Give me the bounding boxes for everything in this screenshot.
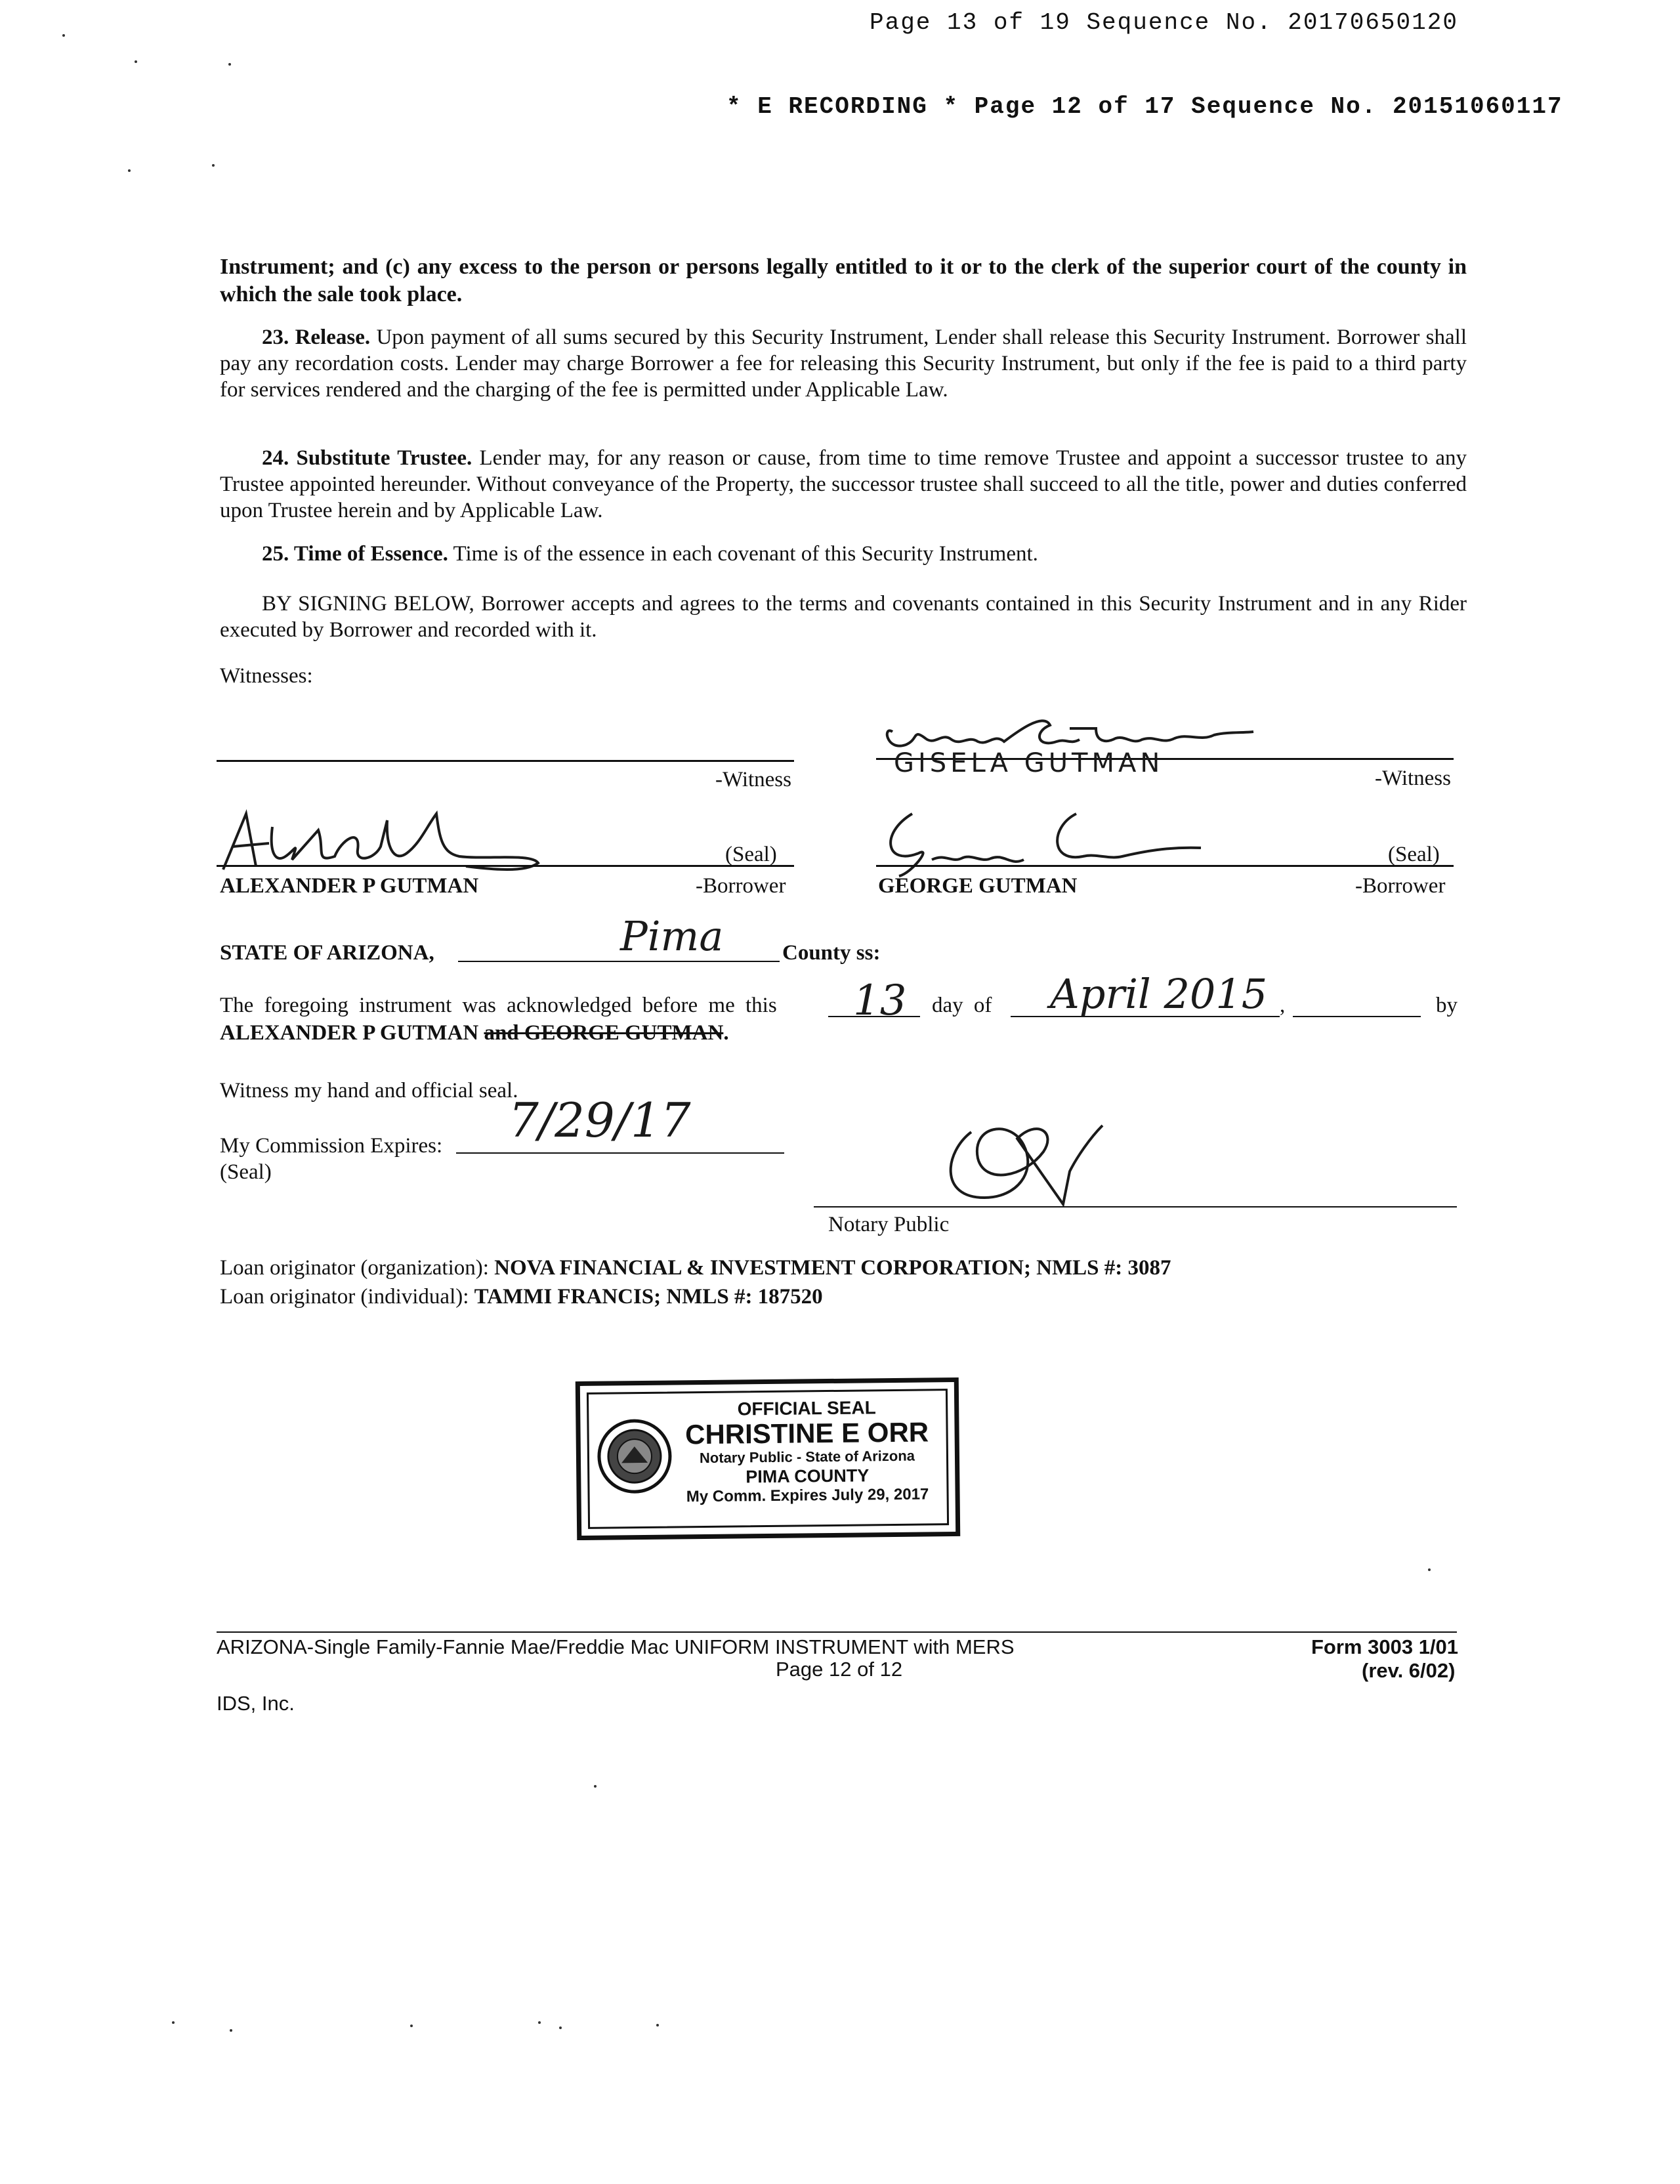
acknowledged-name-struck: and GEORGE GUTMAN xyxy=(484,1021,724,1045)
acknowledged-name-alexander: ALEXANDER P GUTMAN xyxy=(220,1021,479,1045)
footer-page: Page 12 of 12 xyxy=(776,1658,903,1681)
loan-originator-org xyxy=(220,1255,1171,1281)
stamp-expiry: My Comm. Expires July 29, 2017 xyxy=(686,1485,929,1506)
footer-form-title xyxy=(217,1635,1015,1659)
footer-form-number: Form 3003 1/01 xyxy=(1311,1635,1459,1658)
day-of-label: day of xyxy=(932,994,992,1017)
county-handwritten: Pima xyxy=(620,912,724,960)
acknowledgement-text: The foregoing instrument was acknowledged before me this xyxy=(220,994,777,1017)
arizona-seal-emblem xyxy=(595,1417,674,1496)
loan-org-value: NOVA FINANCIAL & INVESTMENT CORPORATION; NMLS #: 3087 xyxy=(494,1256,1171,1280)
stamp-text-block xyxy=(679,1396,936,1507)
footer-title-part2: Fannie Mae/Freddie Mac UNIFORM INSTRUMENT with MERS xyxy=(442,1635,1015,1658)
scan-speck xyxy=(1428,1568,1431,1571)
day-handwritten: 13 xyxy=(853,976,907,1025)
section-24 xyxy=(220,445,1467,524)
stamp-county: PIMA COUNTY xyxy=(746,1465,870,1487)
witness-line-left xyxy=(217,760,794,762)
commission-line xyxy=(456,1152,784,1154)
county-label: County ss: xyxy=(782,941,881,965)
stamp-state: Notary Public - State of Arizona xyxy=(699,1447,915,1467)
borrower2-name: GEORGE GUTMAN xyxy=(878,874,1078,898)
witness-left-suffix: -Witness xyxy=(715,768,791,791)
stamp-title: OFFICIAL SEAL xyxy=(737,1397,876,1419)
borrower2-suffix: -Borrower xyxy=(1355,874,1446,898)
loan-ind-value: TAMMI FRANCIS; NMLS #: 187520 xyxy=(474,1285,823,1309)
footer-revision: (rev. 6/02) xyxy=(1362,1659,1456,1682)
scan-speck xyxy=(135,60,137,63)
witness-hand-text: Witness my hand and official seal. xyxy=(220,1079,518,1102)
scan-speck xyxy=(559,2026,562,2029)
notary-signature xyxy=(932,1106,1116,1211)
recording-header-1: Page 13 of 19 Sequence No. 20170650120 xyxy=(870,9,1458,36)
official-seal-stamp xyxy=(576,1377,961,1540)
notary-signature-line xyxy=(814,1206,1457,1208)
state-label: STATE OF ARIZONA, xyxy=(220,941,434,965)
scan-speck xyxy=(128,169,131,172)
recording-header-2: * E RECORDING * Page 12 of 17 Sequence No. 20151060117 xyxy=(726,93,1563,120)
scan-speck xyxy=(656,2024,659,2026)
scan-speck xyxy=(172,2021,175,2024)
month-year-handwritten: April 2015 xyxy=(1050,970,1268,1018)
footer-vendor: IDS, Inc. xyxy=(217,1692,295,1715)
notary-public-label: Notary Public xyxy=(828,1213,950,1236)
borrower1-seal: (Seal) xyxy=(725,843,777,866)
scan-speck xyxy=(212,164,215,167)
loan-originator-individual xyxy=(220,1284,823,1310)
borrower1-suffix: -Borrower xyxy=(696,874,786,898)
section-23 xyxy=(220,324,1467,403)
section-24-text: Lender may, for any reason or cause, from time to time remove Trustee and appoint a successor trustee to any Trustee appointed hereunder. Without conveyance of the Property, the successor trustee shall succeed to all the title, power and duties conferred upon Trustee herein and by Applicable Law. xyxy=(220,446,1467,522)
stamp-notary-name: CHRISTINE E ORR xyxy=(684,1416,929,1450)
witness-printed-name: GISELA GUTMAN xyxy=(894,748,1164,778)
borrower1-signature xyxy=(210,801,551,879)
by-label: by xyxy=(1436,994,1458,1017)
borrower1-name: ALEXANDER P GUTMAN xyxy=(220,874,479,898)
signing-paragraph: BY SIGNING BELOW, Borrower accepts and agrees to the terms and covenants contained in this Security Instrument and in any Rider executed by Borrower and recorded with it. xyxy=(220,592,1467,642)
intro-paragraph: Instrument; and (c) any excess to the person or persons legally entitled to it or to the clerk of the superior court of the county in which the sale took place. xyxy=(220,255,1467,306)
witness-right-suffix: -Witness xyxy=(1375,766,1451,790)
footer-rule xyxy=(217,1631,1457,1633)
witnesses-label: Witnesses: xyxy=(220,664,313,688)
acknowledged-names: ALEXANDER P GUTMAN and GEORGE GUTMAN. xyxy=(220,1021,729,1045)
section-25-heading: 25. Time of Essence. xyxy=(262,542,448,566)
comma: , xyxy=(1280,994,1286,1017)
extra-line xyxy=(1293,1016,1421,1017)
scan-speck xyxy=(62,34,65,37)
section-25 xyxy=(220,541,1467,567)
borrower2-seal: (Seal) xyxy=(1388,843,1440,866)
section-23-heading: 23. Release. xyxy=(262,326,371,349)
notary-seal-label: (Seal) xyxy=(220,1160,272,1184)
section-24-heading: 24. Substitute Trustee. xyxy=(262,446,472,470)
footer-title-part1: ARIZONA-Single Family- xyxy=(217,1635,443,1658)
scan-speck xyxy=(410,2025,413,2027)
scan-speck xyxy=(594,1785,597,1788)
section-25-text: Time is of the essence in each covenant of this Security Instrument. xyxy=(448,542,1038,566)
county-line xyxy=(458,961,780,962)
borrower2-signature xyxy=(873,807,1214,879)
scan-speck xyxy=(230,2029,232,2032)
section-23-text: Upon payment of all sums secured by this Security Instrument, Lender shall release this Security Instrument. Borrower shall pay any recordation costs. Lender may charge Borrower a fee for releasing this Security Instrument, but only if the fee is paid to a third party for services rendered and the charging of the fee is permitted under Applicable Law. xyxy=(220,326,1467,402)
borrower1-signature-line xyxy=(217,865,794,867)
commission-handwritten: 7/29/17 xyxy=(509,1093,691,1148)
scan-speck xyxy=(228,63,231,66)
commission-label: My Commission Expires: xyxy=(220,1134,443,1158)
borrower2-signature-line xyxy=(876,865,1454,867)
loan-org-label: Loan originator (organization): xyxy=(220,1256,495,1280)
loan-ind-label: Loan originator (individual): xyxy=(220,1285,474,1309)
scan-speck xyxy=(538,2021,541,2024)
